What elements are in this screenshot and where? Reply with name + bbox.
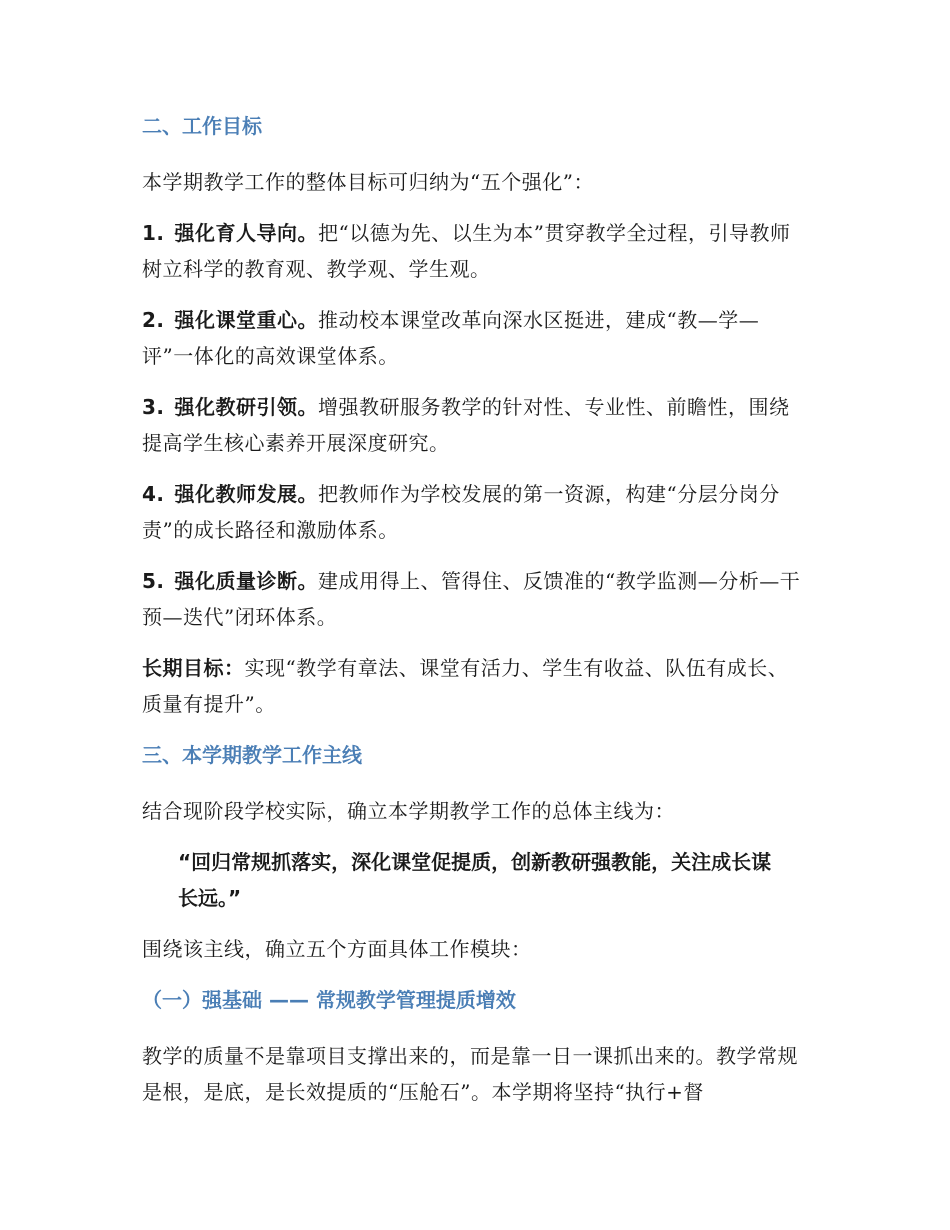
- goal-item-4: [142, 476, 808, 548]
- goal-item-text: 增强教研服务教学的针对性、专业性、前瞻性，围绕提高学生核心素养开展深度研究。: [142, 395, 790, 455]
- goal-item-number: 3.: [142, 395, 165, 419]
- long-term-label: 长期目标：: [142, 656, 245, 680]
- goal-item-number: 1.: [142, 221, 165, 245]
- mainline-intro: 结合现阶段学校实际，确立本学期教学工作的总体主线为：: [142, 799, 675, 823]
- goal-item-title: 强化课堂重心。: [174, 308, 319, 332]
- subsection-heading-basics: （一）强基础 —— 常规教学管理提质增效: [142, 988, 516, 1012]
- section-heading-mainline: 三、本学期教学工作主线: [142, 743, 362, 767]
- goal-item-number: 5.: [142, 569, 165, 593]
- goals-intro: 本学期教学工作的整体目标可归纳为“五个强化”：: [142, 170, 594, 194]
- goal-item-1: [142, 215, 808, 287]
- mainline-quote: “回归常规抓落实，深化课堂促提质，创新教研强教能，关注成长谋长远。”: [178, 850, 772, 910]
- goal-item-text: 推动校本课堂改革向深水区挺进，建成“教—学—评”一体化的高效课堂体系。: [142, 308, 760, 368]
- goal-item-number: 4.: [142, 482, 165, 506]
- goal-item-text: 把教师作为学校发展的第一资源，构建“分层分岗分责”的成长路径和激励体系。: [142, 482, 780, 542]
- goal-item-text: 建成用得上、管得住、反馈准的“教学监测—分析—干预—迭代”闭环体系。: [142, 569, 801, 629]
- goal-item-number: 2.: [142, 308, 165, 332]
- goal-item-2: [142, 302, 808, 374]
- long-term-text: 实现“教学有章法、课堂有活力、学生有收益、队伍有成长、质量有提升”。: [142, 656, 789, 716]
- goal-item-5: [142, 563, 808, 635]
- goal-item-title: 强化质量诊断。: [174, 569, 319, 593]
- section-heading-goals: 二、工作目标: [142, 114, 262, 138]
- goal-item-title: 强化育人导向。: [174, 221, 319, 245]
- goal-item-title: 强化教师发展。: [174, 482, 319, 506]
- modules-intro: 围绕该主线，确立五个方面具体工作模块：: [142, 937, 532, 961]
- goal-item-title: 强化教研引领。: [174, 395, 319, 419]
- goal-item-3: [142, 389, 808, 461]
- basics-paragraph: 教学的质量不是靠项目支撑出来的，而是靠一日一课抓出来的。教学常规是根，是底，是长效提质的“压舱石”。本学期将坚持“执行+督: [142, 1044, 798, 1104]
- long-term-goal: [142, 650, 808, 722]
- goal-item-text: 把“以德为先、以生为本”贯穿教学全过程，引导教师树立科学的教育观、教学观、学生观。: [142, 221, 791, 281]
